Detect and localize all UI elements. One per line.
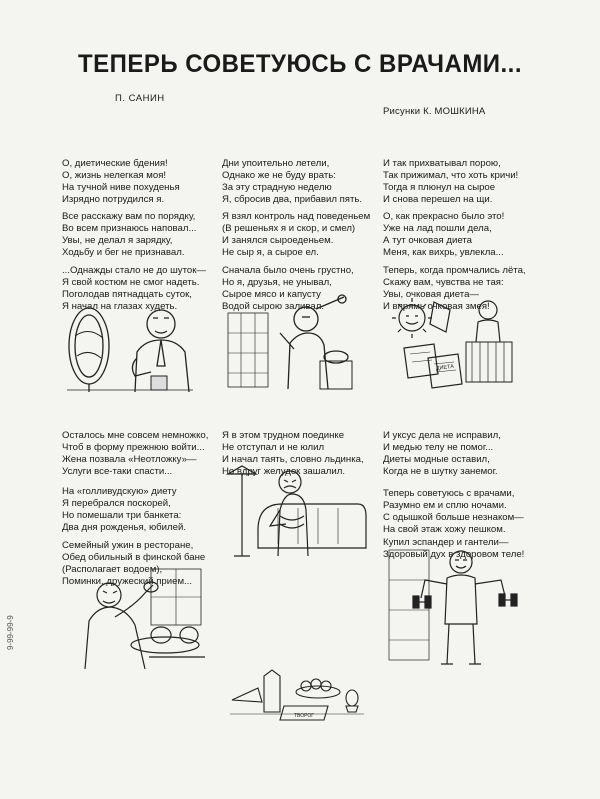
illustration-healthy-food	[228, 662, 368, 724]
stanza-c1-4: Осталось мне совсем немножко, Чтоб в форму прежнюю войти... Жена позвала «Неотложку»— Услуги все-таки спасти...	[62, 429, 209, 478]
stanza-c3-5: Теперь советуюсь с врачами, Разумно ем и сплю ночами. С одышкой больше незнаком— На свой этаж хожу пешком. Купил эспандер и гантели— Здоровый дух в здоровом теле!	[383, 487, 525, 561]
box-label: ТВОРОГ	[294, 713, 314, 719]
illustration-man-mirror	[65, 296, 195, 392]
stanza-c2-1: Дни упоительно летели, Однако же не буду врать: За эту страдную неделю Я, сбросив два, прибавил пять.	[222, 157, 363, 206]
illustration-raw-food	[224, 293, 354, 393]
page-title: ТЕПЕРЬ СОВЕТУЮСЬ С ВРАЧАМИ...	[78, 50, 522, 78]
stanza-c2-2: Я взял контроль над поведеньем (В решеньях я и скор, и смел) И занялся сыроеденьем. Не сыр я, а сырое ел.	[222, 210, 371, 259]
stanza-c3-2: О, как прекрасно было это! Уже на лад пошли дела, А тут очковая диета Меня, как вихрь, увлекла...	[383, 210, 505, 259]
stanza-c1-1: О, диетические бдения! О, жизнь нелегкая моя! На тучной ниве похуденья Изрядно потрудился я.	[62, 157, 180, 206]
illustration-stomach-ache	[218, 460, 368, 560]
stanza-c3-4: И уксус дела не исправил, И медью телу не помог... Диеты модные оставил, Когда не в шутку занемог.	[383, 429, 501, 478]
stanza-c3-3: Теперь, когда промчались лёта, Скажу вам, чувства не тая: Увы, очковая диета— И впрямь очковая змея!	[383, 264, 526, 313]
illustration-dumbbells	[385, 540, 525, 670]
stanza-c2-3: Сначала было очень грустно, Но я, друзья, не унывал, Сырое мясо и капусту Водой сырою заливал.	[222, 264, 354, 313]
stanza-c1-3: ...Однажды стало не до шуток— Я свой костюм не смог надеть. Поголодав пятнадцать суток, Я начал на глазах худеть.	[62, 264, 206, 313]
illustrator-credit: Рисунки К. МОШКИНА	[383, 106, 486, 117]
stanza-c1-6: Семейный ужин в ресторане, Обед обильный в финской бане (Располагает водоем), Поминки, дружеский прием...	[62, 539, 206, 588]
stanza-c1-5: На «голливудскую» диету Я перебрался поскорей, Но помешали три банкета: Два дня рожденья, юбилей.	[62, 485, 186, 534]
stanza-c3-1: И так прихватывал порою, Так прижимал, что хоть кричи! Тогда я плюнул на сырое И снова перешел на щи.	[383, 157, 519, 206]
author-name: П. САНИН	[115, 93, 165, 104]
illustration-sun-diet	[384, 292, 516, 392]
stanza-c2-4: Я в этом трудном поединке Не отступал и не юлил И начал таять, словно льдинка, Но вдруг желудок зашалил.	[222, 429, 364, 478]
side-code: 9-99-99-9	[6, 615, 15, 650]
stanza-c1-2: Все расскажу вам по порядку, Во всем признаюсь наповал... Увы, не делал я зарядку, Ходьбу и бег не признавал.	[62, 210, 197, 259]
newspaper-label: ДИЕТА	[435, 363, 455, 372]
illustration-feast	[65, 565, 215, 675]
